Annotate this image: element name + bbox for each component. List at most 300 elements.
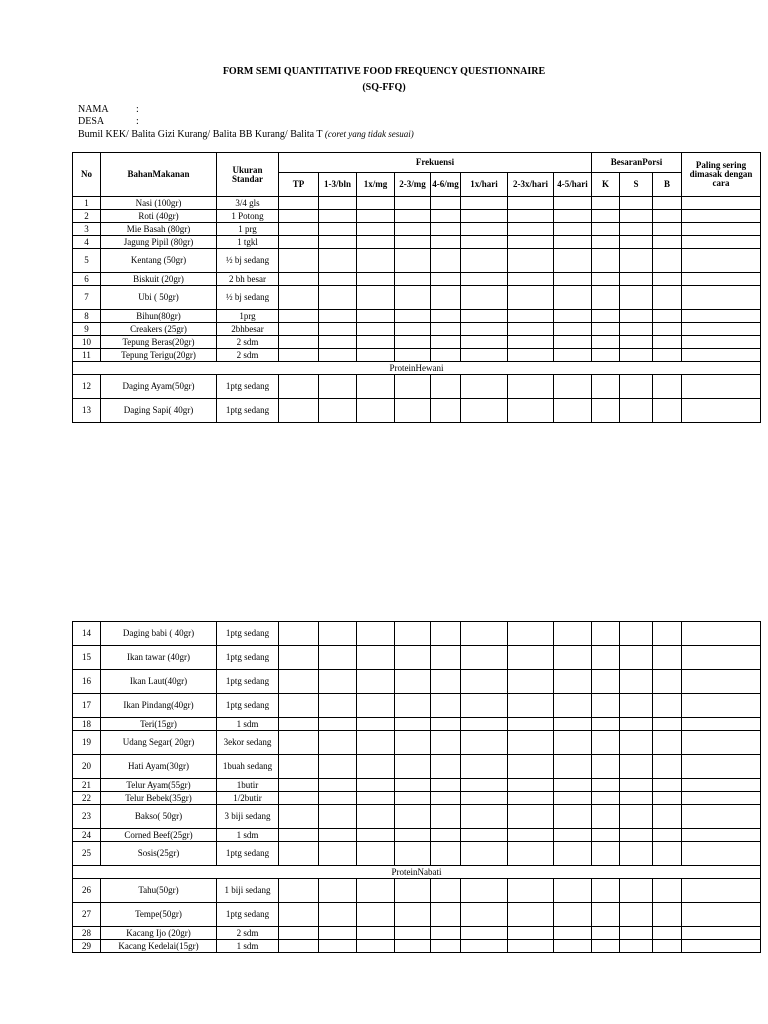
entry-cell[interactable]: [357, 375, 395, 399]
entry-cell[interactable]: [357, 622, 395, 646]
entry-cell[interactable]: [431, 879, 461, 903]
entry-cell[interactable]: [319, 646, 357, 670]
entry-cell[interactable]: [653, 927, 682, 940]
entry-cell[interactable]: [620, 927, 653, 940]
entry-cell[interactable]: [682, 223, 761, 236]
entry-cell[interactable]: [620, 903, 653, 927]
entry-cell[interactable]: [395, 273, 431, 286]
entry-cell[interactable]: [357, 879, 395, 903]
entry-cell[interactable]: [395, 731, 431, 755]
entry-cell[interactable]: [653, 940, 682, 953]
entry-cell[interactable]: [279, 273, 319, 286]
entry-cell[interactable]: [279, 842, 319, 866]
entry-cell[interactable]: [592, 375, 620, 399]
entry-cell[interactable]: [319, 731, 357, 755]
entry-cell[interactable]: [554, 903, 592, 927]
entry-cell[interactable]: [357, 731, 395, 755]
entry-cell[interactable]: [357, 223, 395, 236]
entry-cell[interactable]: [461, 792, 508, 805]
entry-cell[interactable]: [319, 210, 357, 223]
entry-cell[interactable]: [620, 718, 653, 731]
entry-cell[interactable]: [395, 197, 431, 210]
entry-cell[interactable]: [461, 718, 508, 731]
entry-cell[interactable]: [592, 273, 620, 286]
entry-cell[interactable]: [279, 879, 319, 903]
entry-cell[interactable]: [319, 249, 357, 273]
entry-cell[interactable]: [653, 903, 682, 927]
entry-cell[interactable]: [653, 273, 682, 286]
entry-cell[interactable]: [653, 249, 682, 273]
entry-cell[interactable]: [554, 842, 592, 866]
entry-cell[interactable]: [508, 323, 554, 336]
entry-cell[interactable]: [319, 323, 357, 336]
entry-cell[interactable]: [554, 197, 592, 210]
entry-cell[interactable]: [682, 779, 761, 792]
entry-cell[interactable]: [461, 646, 508, 670]
entry-cell[interactable]: [431, 349, 461, 362]
entry-cell[interactable]: [461, 694, 508, 718]
entry-cell[interactable]: [279, 694, 319, 718]
entry-cell[interactable]: [682, 236, 761, 249]
entry-cell[interactable]: [461, 273, 508, 286]
entry-cell[interactable]: [653, 842, 682, 866]
entry-cell[interactable]: [357, 249, 395, 273]
entry-cell[interactable]: [461, 310, 508, 323]
entry-cell[interactable]: [682, 197, 761, 210]
entry-cell[interactable]: [554, 755, 592, 779]
entry-cell[interactable]: [620, 879, 653, 903]
entry-cell[interactable]: [620, 399, 653, 423]
entry-cell[interactable]: [554, 286, 592, 310]
entry-cell[interactable]: [653, 829, 682, 842]
entry-cell[interactable]: [357, 286, 395, 310]
entry-cell[interactable]: [592, 731, 620, 755]
entry-cell[interactable]: [620, 286, 653, 310]
entry-cell[interactable]: [279, 927, 319, 940]
entry-cell[interactable]: [279, 940, 319, 953]
entry-cell[interactable]: [592, 249, 620, 273]
entry-cell[interactable]: [653, 731, 682, 755]
entry-cell[interactable]: [461, 223, 508, 236]
entry-cell[interactable]: [279, 805, 319, 829]
entry-cell[interactable]: [461, 879, 508, 903]
entry-cell[interactable]: [592, 940, 620, 953]
entry-cell[interactable]: [682, 399, 761, 423]
entry-cell[interactable]: [357, 310, 395, 323]
entry-cell[interactable]: [279, 349, 319, 362]
entry-cell[interactable]: [653, 646, 682, 670]
entry-cell[interactable]: [461, 210, 508, 223]
entry-cell[interactable]: [357, 842, 395, 866]
entry-cell[interactable]: [554, 622, 592, 646]
entry-cell[interactable]: [431, 286, 461, 310]
entry-cell[interactable]: [508, 731, 554, 755]
entry-cell[interactable]: [682, 622, 761, 646]
entry-cell[interactable]: [395, 779, 431, 792]
entry-cell[interactable]: [279, 210, 319, 223]
entry-cell[interactable]: [554, 323, 592, 336]
entry-cell[interactable]: [431, 731, 461, 755]
entry-cell[interactable]: [682, 731, 761, 755]
entry-cell[interactable]: [395, 223, 431, 236]
entry-cell[interactable]: [508, 670, 554, 694]
entry-cell[interactable]: [319, 718, 357, 731]
entry-cell[interactable]: [592, 879, 620, 903]
entry-cell[interactable]: [357, 805, 395, 829]
entry-cell[interactable]: [319, 792, 357, 805]
entry-cell[interactable]: [461, 940, 508, 953]
entry-cell[interactable]: [508, 273, 554, 286]
entry-cell[interactable]: [682, 829, 761, 842]
entry-cell[interactable]: [357, 210, 395, 223]
entry-cell[interactable]: [319, 940, 357, 953]
entry-cell[interactable]: [461, 670, 508, 694]
entry-cell[interactable]: [653, 755, 682, 779]
entry-cell[interactable]: [554, 210, 592, 223]
entry-cell[interactable]: [508, 349, 554, 362]
entry-cell[interactable]: [279, 336, 319, 349]
entry-cell[interactable]: [592, 323, 620, 336]
entry-cell[interactable]: [554, 273, 592, 286]
entry-cell[interactable]: [508, 210, 554, 223]
entry-cell[interactable]: [319, 842, 357, 866]
entry-cell[interactable]: [279, 646, 319, 670]
entry-cell[interactable]: [508, 755, 554, 779]
entry-cell[interactable]: [592, 236, 620, 249]
entry-cell[interactable]: [620, 323, 653, 336]
entry-cell[interactable]: [395, 718, 431, 731]
entry-cell[interactable]: [508, 779, 554, 792]
entry-cell[interactable]: [653, 718, 682, 731]
entry-cell[interactable]: [592, 927, 620, 940]
entry-cell[interactable]: [508, 197, 554, 210]
entry-cell[interactable]: [508, 375, 554, 399]
entry-cell[interactable]: [508, 622, 554, 646]
entry-cell[interactable]: [279, 903, 319, 927]
entry-cell[interactable]: [431, 323, 461, 336]
entry-cell[interactable]: [620, 646, 653, 670]
entry-cell[interactable]: [357, 273, 395, 286]
entry-cell[interactable]: [279, 286, 319, 310]
entry-cell[interactable]: [431, 792, 461, 805]
entry-cell[interactable]: [620, 349, 653, 362]
entry-cell[interactable]: [508, 940, 554, 953]
entry-cell[interactable]: [319, 805, 357, 829]
entry-cell[interactable]: [279, 670, 319, 694]
entry-cell[interactable]: [592, 336, 620, 349]
entry-cell[interactable]: [554, 399, 592, 423]
entry-cell[interactable]: [461, 805, 508, 829]
entry-cell[interactable]: [592, 286, 620, 310]
entry-cell[interactable]: [431, 842, 461, 866]
entry-cell[interactable]: [620, 805, 653, 829]
entry-cell[interactable]: [461, 236, 508, 249]
entry-cell[interactable]: [554, 792, 592, 805]
entry-cell[interactable]: [319, 336, 357, 349]
entry-cell[interactable]: [319, 236, 357, 249]
entry-cell[interactable]: [682, 927, 761, 940]
entry-cell[interactable]: [620, 694, 653, 718]
entry-cell[interactable]: [653, 805, 682, 829]
entry-cell[interactable]: [620, 310, 653, 323]
entry-cell[interactable]: [431, 779, 461, 792]
entry-cell[interactable]: [592, 646, 620, 670]
entry-cell[interactable]: [279, 779, 319, 792]
entry-cell[interactable]: [682, 323, 761, 336]
entry-cell[interactable]: [319, 399, 357, 423]
entry-cell[interactable]: [395, 323, 431, 336]
entry-cell[interactable]: [554, 349, 592, 362]
entry-cell[interactable]: [508, 399, 554, 423]
entry-cell[interactable]: [620, 670, 653, 694]
entry-cell[interactable]: [431, 805, 461, 829]
entry-cell[interactable]: [431, 940, 461, 953]
entry-cell[interactable]: [620, 197, 653, 210]
entry-cell[interactable]: [395, 622, 431, 646]
entry-cell[interactable]: [279, 310, 319, 323]
entry-cell[interactable]: [461, 903, 508, 927]
entry-cell[interactable]: [319, 879, 357, 903]
entry-cell[interactable]: [395, 879, 431, 903]
entry-cell[interactable]: [461, 829, 508, 842]
entry-cell[interactable]: [508, 805, 554, 829]
entry-cell[interactable]: [319, 694, 357, 718]
entry-cell[interactable]: [319, 197, 357, 210]
entry-cell[interactable]: [653, 223, 682, 236]
entry-cell[interactable]: [653, 286, 682, 310]
entry-cell[interactable]: [319, 349, 357, 362]
entry-cell[interactable]: [682, 249, 761, 273]
entry-cell[interactable]: [554, 940, 592, 953]
entry-cell[interactable]: [357, 694, 395, 718]
entry-cell[interactable]: [319, 286, 357, 310]
entry-cell[interactable]: [395, 336, 431, 349]
entry-cell[interactable]: [357, 670, 395, 694]
entry-cell[interactable]: [508, 829, 554, 842]
entry-cell[interactable]: [653, 792, 682, 805]
entry-cell[interactable]: [395, 349, 431, 362]
entry-cell[interactable]: [279, 223, 319, 236]
entry-cell[interactable]: [554, 779, 592, 792]
entry-cell[interactable]: [620, 829, 653, 842]
entry-cell[interactable]: [279, 399, 319, 423]
entry-cell[interactable]: [508, 286, 554, 310]
entry-cell[interactable]: [653, 323, 682, 336]
entry-cell[interactable]: [620, 223, 653, 236]
entry-cell[interactable]: [357, 903, 395, 927]
entry-cell[interactable]: [431, 927, 461, 940]
entry-cell[interactable]: [461, 375, 508, 399]
entry-cell[interactable]: [279, 249, 319, 273]
entry-cell[interactable]: [653, 375, 682, 399]
entry-cell[interactable]: [508, 842, 554, 866]
entry-cell[interactable]: [554, 336, 592, 349]
entry-cell[interactable]: [431, 755, 461, 779]
entry-cell[interactable]: [620, 210, 653, 223]
entry-cell[interactable]: [592, 197, 620, 210]
entry-cell[interactable]: [461, 323, 508, 336]
entry-cell[interactable]: [554, 670, 592, 694]
entry-cell[interactable]: [653, 349, 682, 362]
entry-cell[interactable]: [554, 829, 592, 842]
entry-cell[interactable]: [279, 792, 319, 805]
entry-cell[interactable]: [431, 375, 461, 399]
entry-cell[interactable]: [682, 792, 761, 805]
entry-cell[interactable]: [357, 718, 395, 731]
entry-cell[interactable]: [395, 792, 431, 805]
entry-cell[interactable]: [395, 927, 431, 940]
entry-cell[interactable]: [682, 805, 761, 829]
entry-cell[interactable]: [461, 286, 508, 310]
entry-cell[interactable]: [279, 197, 319, 210]
entry-cell[interactable]: [508, 223, 554, 236]
entry-cell[interactable]: [620, 249, 653, 273]
entry-cell[interactable]: [620, 622, 653, 646]
entry-cell[interactable]: [682, 210, 761, 223]
entry-cell[interactable]: [592, 718, 620, 731]
entry-cell[interactable]: [357, 755, 395, 779]
entry-cell[interactable]: [395, 842, 431, 866]
entry-cell[interactable]: [319, 273, 357, 286]
entry-cell[interactable]: [620, 375, 653, 399]
entry-cell[interactable]: [620, 731, 653, 755]
entry-cell[interactable]: [395, 903, 431, 927]
entry-cell[interactable]: [395, 829, 431, 842]
entry-cell[interactable]: [592, 210, 620, 223]
entry-cell[interactable]: [357, 940, 395, 953]
entry-cell[interactable]: [554, 694, 592, 718]
entry-cell[interactable]: [395, 310, 431, 323]
entry-cell[interactable]: [508, 792, 554, 805]
entry-cell[interactable]: [508, 310, 554, 323]
entry-cell[interactable]: [395, 670, 431, 694]
entry-cell[interactable]: [592, 670, 620, 694]
entry-cell[interactable]: [653, 399, 682, 423]
entry-cell[interactable]: [357, 792, 395, 805]
entry-cell[interactable]: [431, 670, 461, 694]
entry-cell[interactable]: [431, 273, 461, 286]
entry-cell[interactable]: [395, 210, 431, 223]
entry-cell[interactable]: [554, 236, 592, 249]
entry-cell[interactable]: [508, 336, 554, 349]
entry-cell[interactable]: [620, 779, 653, 792]
entry-cell[interactable]: [319, 927, 357, 940]
entry-cell[interactable]: [357, 646, 395, 670]
entry-cell[interactable]: [682, 755, 761, 779]
entry-cell[interactable]: [554, 731, 592, 755]
entry-cell[interactable]: [554, 223, 592, 236]
entry-cell[interactable]: [508, 236, 554, 249]
entry-cell[interactable]: [279, 755, 319, 779]
entry-cell[interactable]: [620, 792, 653, 805]
entry-cell[interactable]: [653, 210, 682, 223]
entry-cell[interactable]: [653, 670, 682, 694]
entry-cell[interactable]: [508, 718, 554, 731]
entry-cell[interactable]: [508, 646, 554, 670]
entry-cell[interactable]: [554, 927, 592, 940]
entry-cell[interactable]: [431, 197, 461, 210]
entry-cell[interactable]: [461, 622, 508, 646]
entry-cell[interactable]: [620, 940, 653, 953]
entry-cell[interactable]: [357, 829, 395, 842]
entry-cell[interactable]: [319, 310, 357, 323]
entry-cell[interactable]: [431, 622, 461, 646]
entry-cell[interactable]: [682, 310, 761, 323]
entry-cell[interactable]: [682, 349, 761, 362]
entry-cell[interactable]: [431, 646, 461, 670]
entry-cell[interactable]: [395, 755, 431, 779]
entry-cell[interactable]: [461, 779, 508, 792]
entry-cell[interactable]: [554, 879, 592, 903]
entry-cell[interactable]: [682, 903, 761, 927]
entry-cell[interactable]: [653, 197, 682, 210]
entry-cell[interactable]: [592, 779, 620, 792]
entry-cell[interactable]: [653, 236, 682, 249]
entry-cell[interactable]: [461, 755, 508, 779]
entry-cell[interactable]: [279, 323, 319, 336]
entry-cell[interactable]: [431, 210, 461, 223]
entry-cell[interactable]: [319, 223, 357, 236]
entry-cell[interactable]: [508, 694, 554, 718]
entry-cell[interactable]: [319, 779, 357, 792]
entry-cell[interactable]: [395, 694, 431, 718]
entry-cell[interactable]: [653, 694, 682, 718]
entry-cell[interactable]: [461, 927, 508, 940]
entry-cell[interactable]: [554, 718, 592, 731]
entry-cell[interactable]: [431, 223, 461, 236]
entry-cell[interactable]: [357, 336, 395, 349]
entry-cell[interactable]: [279, 236, 319, 249]
entry-cell[interactable]: [682, 842, 761, 866]
entry-cell[interactable]: [357, 349, 395, 362]
entry-cell[interactable]: [592, 755, 620, 779]
entry-cell[interactable]: [620, 273, 653, 286]
entry-cell[interactable]: [592, 622, 620, 646]
entry-cell[interactable]: [592, 805, 620, 829]
entry-cell[interactable]: [682, 940, 761, 953]
entry-cell[interactable]: [395, 805, 431, 829]
entry-cell[interactable]: [319, 903, 357, 927]
entry-cell[interactable]: [554, 249, 592, 273]
entry-cell[interactable]: [682, 694, 761, 718]
entry-cell[interactable]: [592, 399, 620, 423]
entry-cell[interactable]: [461, 249, 508, 273]
entry-cell[interactable]: [357, 197, 395, 210]
entry-cell[interactable]: [279, 375, 319, 399]
entry-cell[interactable]: [592, 694, 620, 718]
entry-cell[interactable]: [431, 718, 461, 731]
entry-cell[interactable]: [592, 223, 620, 236]
entry-cell[interactable]: [592, 903, 620, 927]
entry-cell[interactable]: [592, 349, 620, 362]
entry-cell[interactable]: [461, 731, 508, 755]
entry-cell[interactable]: [461, 349, 508, 362]
entry-cell[interactable]: [431, 310, 461, 323]
entry-cell[interactable]: [508, 249, 554, 273]
entry-cell[interactable]: [682, 375, 761, 399]
entry-cell[interactable]: [395, 286, 431, 310]
entry-cell[interactable]: [653, 879, 682, 903]
entry-cell[interactable]: [592, 310, 620, 323]
entry-cell[interactable]: [653, 622, 682, 646]
entry-cell[interactable]: [682, 273, 761, 286]
entry-cell[interactable]: [620, 236, 653, 249]
entry-cell[interactable]: [431, 694, 461, 718]
entry-cell[interactable]: [508, 927, 554, 940]
entry-cell[interactable]: [461, 336, 508, 349]
entry-cell[interactable]: [592, 829, 620, 842]
entry-cell[interactable]: [357, 399, 395, 423]
